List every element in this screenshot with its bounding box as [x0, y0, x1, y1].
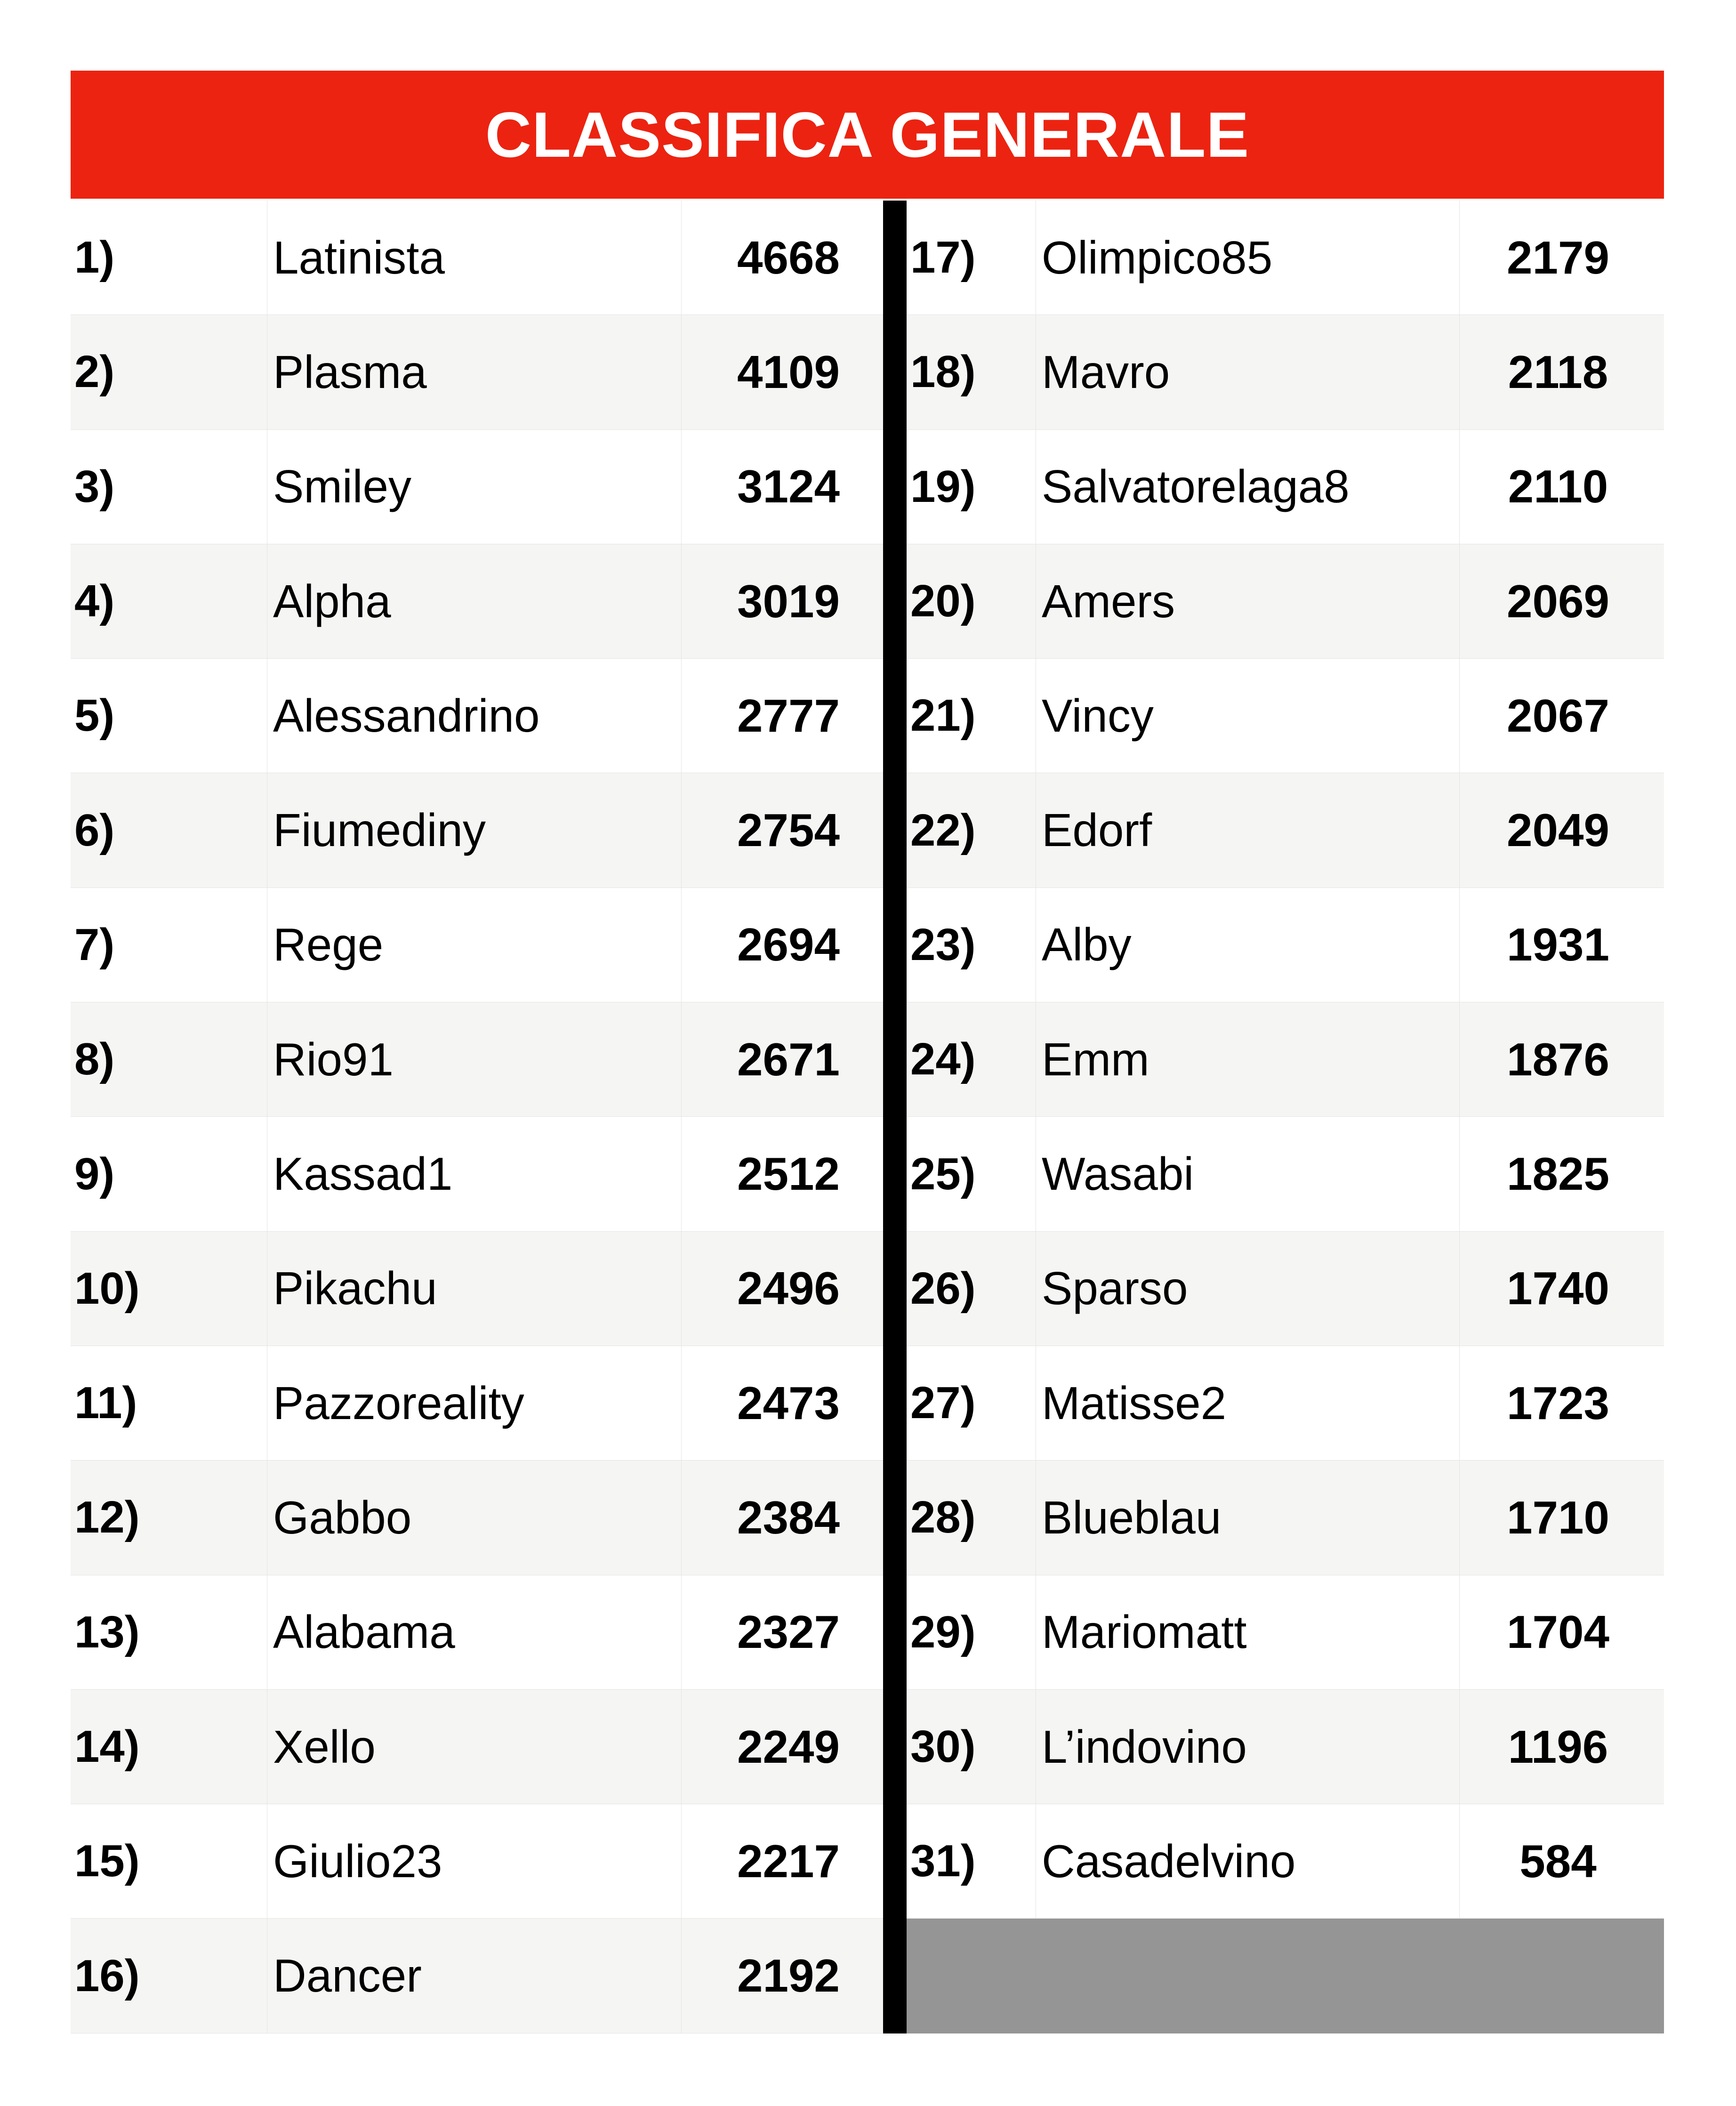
- score-value: 2217: [737, 1835, 840, 1887]
- score-value-cell: [682, 659, 883, 773]
- score-value: 584: [1519, 1835, 1597, 1887]
- rank-cell: 22): [910, 805, 976, 855]
- player-name: Alby: [1042, 919, 1132, 971]
- standings-row: [71, 773, 883, 888]
- player-name: Rio91: [273, 1033, 394, 1085]
- score-value: 4668: [737, 231, 840, 283]
- standings-row: [907, 659, 1664, 773]
- rank-cell-cell: [71, 1575, 267, 1689]
- rank-cell: 23): [910, 919, 976, 970]
- player-name: Alessandrino: [273, 689, 540, 742]
- player-name: L’indovino: [1042, 1720, 1247, 1773]
- score-value: 1740: [1506, 1262, 1609, 1315]
- score-value: 2049: [1506, 804, 1609, 856]
- score-value-cell: [682, 1460, 883, 1574]
- rank-cell-cell: [907, 201, 1036, 315]
- standings-row: [71, 201, 883, 315]
- score-value-cell: [682, 1232, 883, 1346]
- score-value-cell: [682, 1919, 883, 2033]
- score-value-cell: [1460, 888, 1664, 1002]
- score-value: 4109: [737, 346, 840, 398]
- rank-cell: 10): [74, 1263, 140, 1314]
- player-name: Fiumediny: [273, 804, 486, 856]
- score-value-cell: [1460, 1346, 1664, 1460]
- standings-row: [907, 430, 1664, 544]
- rank-cell: 25): [910, 1148, 976, 1199]
- standings-row: [907, 1232, 1664, 1346]
- rank-cell-cell: [71, 315, 267, 429]
- player-name: Pikachu: [273, 1262, 437, 1315]
- score-value: 2110: [1508, 460, 1608, 513]
- player-name-cell: [1036, 1346, 1460, 1460]
- player-name: Sparso: [1042, 1262, 1188, 1315]
- rank-cell-cell: [71, 1690, 267, 1804]
- rank-cell: 1): [74, 232, 115, 283]
- score-value-cell: [1460, 773, 1664, 887]
- rank-cell: 8): [74, 1034, 115, 1085]
- player-name: Rege: [273, 919, 384, 971]
- score-value-cell: [682, 1002, 883, 1116]
- standings-row: [907, 888, 1664, 1002]
- player-name: Dancer: [273, 1950, 422, 2002]
- score-value-cell: [682, 773, 883, 887]
- rank-cell: 7): [74, 919, 115, 970]
- player-name-cell: [267, 201, 682, 315]
- player-name-cell: [267, 1346, 682, 1460]
- player-name-cell: [1036, 544, 1460, 658]
- player-name-cell: [267, 659, 682, 773]
- title-banner: [71, 71, 1664, 199]
- player-name: Plasma: [273, 346, 427, 398]
- player-name: Edorf: [1042, 804, 1152, 856]
- rank-cell: 19): [910, 461, 976, 512]
- score-value: 2777: [737, 689, 840, 742]
- player-name: Matisse2: [1042, 1377, 1227, 1429]
- standings-row: [71, 888, 883, 1002]
- score-value-cell: [682, 888, 883, 1002]
- page-title: CLASSIFICA GENERALE: [485, 99, 1250, 170]
- rank-cell: 28): [910, 1492, 976, 1543]
- player-name-cell: [1036, 1575, 1460, 1689]
- player-name-cell: [267, 773, 682, 887]
- player-name-cell: [267, 888, 682, 1002]
- score-value: 2512: [737, 1148, 840, 1200]
- rank-cell-cell: [907, 1117, 1036, 1231]
- player-name: Emm: [1042, 1033, 1149, 1085]
- score-value: 2694: [737, 919, 840, 971]
- player-name: Salvatorelaga8: [1042, 460, 1350, 513]
- standings-row: [907, 201, 1664, 315]
- score-value: 1704: [1506, 1606, 1609, 1658]
- player-name: Blueblau: [1042, 1491, 1222, 1543]
- rank-cell: 27): [910, 1378, 976, 1428]
- score-value-cell: [682, 1690, 883, 1804]
- score-value-cell: [1460, 430, 1664, 544]
- rank-cell-cell: [907, 1232, 1036, 1346]
- score-value: 2118: [1508, 346, 1608, 398]
- rank-cell: 15): [74, 1836, 140, 1887]
- standings-row: [71, 315, 883, 429]
- player-name-cell: [267, 1919, 682, 2033]
- standings-row: [907, 1690, 1664, 1804]
- player-name-cell: [1036, 430, 1460, 544]
- rank-cell: 29): [910, 1606, 976, 1657]
- rank-cell: 6): [74, 805, 115, 855]
- standings-row: [71, 1804, 883, 1919]
- standings-row: [71, 1690, 883, 1804]
- player-name: Xello: [273, 1720, 376, 1773]
- score-value-cell: [1460, 1460, 1664, 1574]
- rank-cell-cell: [71, 888, 267, 1002]
- rank-cell-cell: [907, 659, 1036, 773]
- score-value: 2249: [737, 1720, 840, 1773]
- score-value-cell: [682, 1346, 883, 1460]
- player-name-cell: [267, 1002, 682, 1116]
- rank-cell-cell: [71, 1460, 267, 1574]
- score-value-cell: [1460, 1575, 1664, 1689]
- rank-cell: 18): [910, 347, 976, 397]
- player-name-cell: [267, 1232, 682, 1346]
- standings-row: [907, 1804, 1664, 1919]
- player-name-cell: [1036, 201, 1460, 315]
- rank-cell: 4): [74, 576, 115, 627]
- player-name: Alabama: [273, 1606, 455, 1658]
- standings-row: [907, 773, 1664, 888]
- standings-row: [71, 1232, 883, 1346]
- rank-cell-cell: [71, 430, 267, 544]
- rank-cell-cell: [907, 544, 1036, 658]
- player-name-cell: [1036, 888, 1460, 1002]
- player-name-cell: [267, 430, 682, 544]
- standings-row: [71, 1117, 883, 1231]
- standings-row: [71, 1460, 883, 1575]
- player-name: Amers: [1042, 575, 1175, 627]
- rank-cell: 16): [74, 1950, 140, 2001]
- rank-cell-cell: [71, 1804, 267, 1918]
- score-value-cell: [682, 201, 883, 315]
- rank-cell: 31): [910, 1836, 976, 1887]
- score-value-cell: [1460, 201, 1664, 315]
- score-value-cell: [1460, 544, 1664, 658]
- rank-cell: 30): [910, 1721, 976, 1772]
- standings-row: [71, 1919, 883, 2033]
- score-value-cell: [682, 1575, 883, 1689]
- player-name: Pazzoreality: [273, 1377, 524, 1429]
- standings-row: [71, 430, 883, 544]
- rank-cell: 17): [910, 232, 976, 283]
- rank-cell-cell: [71, 1002, 267, 1116]
- score-value: 1723: [1506, 1377, 1609, 1429]
- standings-row: [907, 1575, 1664, 1690]
- score-value-cell: [1460, 1002, 1664, 1116]
- player-name: Latinista: [273, 231, 445, 283]
- standings-row: [907, 1460, 1664, 1575]
- rank-cell: 13): [74, 1606, 140, 1657]
- score-value-cell: [1460, 315, 1664, 429]
- score-value-cell: [1460, 1232, 1664, 1346]
- score-value: 2327: [737, 1606, 840, 1658]
- rank-cell-cell: [907, 430, 1036, 544]
- rank-cell-cell: [907, 773, 1036, 887]
- rank-cell: 3): [74, 461, 115, 512]
- score-value: 3124: [737, 460, 840, 513]
- score-value: 2473: [737, 1377, 840, 1429]
- score-value-cell: [1460, 1804, 1664, 1918]
- score-value: 3019: [737, 575, 840, 627]
- score-value-cell: [682, 1117, 883, 1231]
- player-name: Mariomatt: [1042, 1606, 1247, 1658]
- score-value: 2067: [1506, 689, 1609, 742]
- rank-cell-cell: [907, 1690, 1036, 1804]
- player-name-cell: [1036, 1117, 1460, 1231]
- score-value: 2754: [737, 804, 840, 856]
- rank-cell: 12): [74, 1492, 140, 1543]
- rank-cell-cell: [71, 1232, 267, 1346]
- score-value: 1931: [1506, 919, 1609, 971]
- rank-cell-cell: [907, 1002, 1036, 1116]
- rank-cell-cell: [907, 315, 1036, 429]
- column-divider: [883, 201, 907, 2033]
- score-value: 2496: [737, 1262, 840, 1315]
- standings-column-right: [907, 201, 1664, 2033]
- player-name-cell: [267, 1690, 682, 1804]
- player-name: Mavro: [1042, 346, 1170, 398]
- rank-cell: 14): [74, 1721, 140, 1772]
- score-value-cell: [682, 430, 883, 544]
- player-name: Gabbo: [273, 1491, 412, 1543]
- standings-row: [71, 1575, 883, 1690]
- standings-table: [71, 201, 1664, 2033]
- rank-cell-cell: [71, 659, 267, 773]
- rank-cell-cell: [71, 201, 267, 315]
- rank-cell: 26): [910, 1263, 976, 1314]
- empty-cell: [907, 1919, 1664, 2033]
- standings-row: [71, 544, 883, 659]
- rank-cell: 24): [910, 1034, 976, 1085]
- score-value-cell: [1460, 1117, 1664, 1231]
- rank-cell-cell: [907, 888, 1036, 1002]
- standings-row: [71, 659, 883, 773]
- rank-cell-cell: [71, 773, 267, 887]
- rank-cell: 11): [74, 1378, 137, 1428]
- score-value: 2069: [1506, 575, 1609, 627]
- score-value-cell: [682, 1804, 883, 1918]
- player-name: Kassad1: [273, 1148, 453, 1200]
- rank-cell-cell: [907, 1575, 1036, 1689]
- player-name: Olimpico85: [1042, 231, 1273, 283]
- score-value-cell: [682, 315, 883, 429]
- standings-row: [71, 1002, 883, 1117]
- player-name: Wasabi: [1042, 1148, 1194, 1200]
- player-name: Casadelvino: [1042, 1835, 1296, 1887]
- standings-row: [71, 1346, 883, 1460]
- player-name-cell: [1036, 1002, 1460, 1116]
- rank-cell-cell: [907, 1804, 1036, 1918]
- score-value: 2192: [737, 1950, 840, 2002]
- player-name-cell: [267, 1117, 682, 1231]
- score-value-cell: [1460, 1690, 1664, 1804]
- standings-row: [907, 1117, 1664, 1231]
- rank-cell-cell: [907, 1346, 1036, 1460]
- score-value: 1710: [1506, 1491, 1609, 1543]
- score-value: 1876: [1506, 1033, 1609, 1085]
- standings-column-left: [71, 201, 883, 2033]
- player-name: Alpha: [273, 575, 391, 627]
- player-name-cell: [1036, 659, 1460, 773]
- player-name-cell: [1036, 773, 1460, 887]
- player-name-cell: [267, 1575, 682, 1689]
- rank-cell-cell: [71, 1346, 267, 1460]
- rank-cell: 21): [910, 690, 976, 741]
- player-name: Giulio23: [273, 1835, 442, 1887]
- player-name-cell: [1036, 1690, 1460, 1804]
- score-value: 2671: [737, 1033, 840, 1085]
- player-name-cell: [1036, 315, 1460, 429]
- score-value-cell: [1460, 659, 1664, 773]
- player-name: Smiley: [273, 460, 412, 513]
- rank-cell-cell: [907, 1460, 1036, 1574]
- score-value: 2384: [737, 1491, 840, 1543]
- player-name-cell: [1036, 1460, 1460, 1574]
- rank-cell-cell: [71, 1919, 267, 2033]
- score-value: 2179: [1506, 231, 1609, 283]
- player-name-cell: [1036, 1232, 1460, 1346]
- rank-cell: 20): [910, 576, 976, 627]
- standings-row: [907, 315, 1664, 429]
- standings-row: [907, 544, 1664, 659]
- score-value: 1196: [1508, 1720, 1608, 1773]
- player-name: Vincy: [1042, 689, 1154, 742]
- standings-row: [907, 1346, 1664, 1460]
- player-name-cell: [267, 1804, 682, 1918]
- rank-cell-cell: [71, 1117, 267, 1231]
- rank-cell-cell: [71, 544, 267, 658]
- score-value-cell: [682, 544, 883, 658]
- player-name-cell: [267, 1460, 682, 1574]
- score-value: 1825: [1506, 1148, 1609, 1200]
- rank-cell: 5): [74, 690, 115, 741]
- rank-cell: 9): [74, 1148, 115, 1199]
- player-name-cell: [1036, 1804, 1460, 1918]
- player-name-cell: [267, 315, 682, 429]
- standings-row: [907, 1002, 1664, 1117]
- rank-cell: 2): [74, 347, 115, 397]
- player-name-cell: [267, 544, 682, 658]
